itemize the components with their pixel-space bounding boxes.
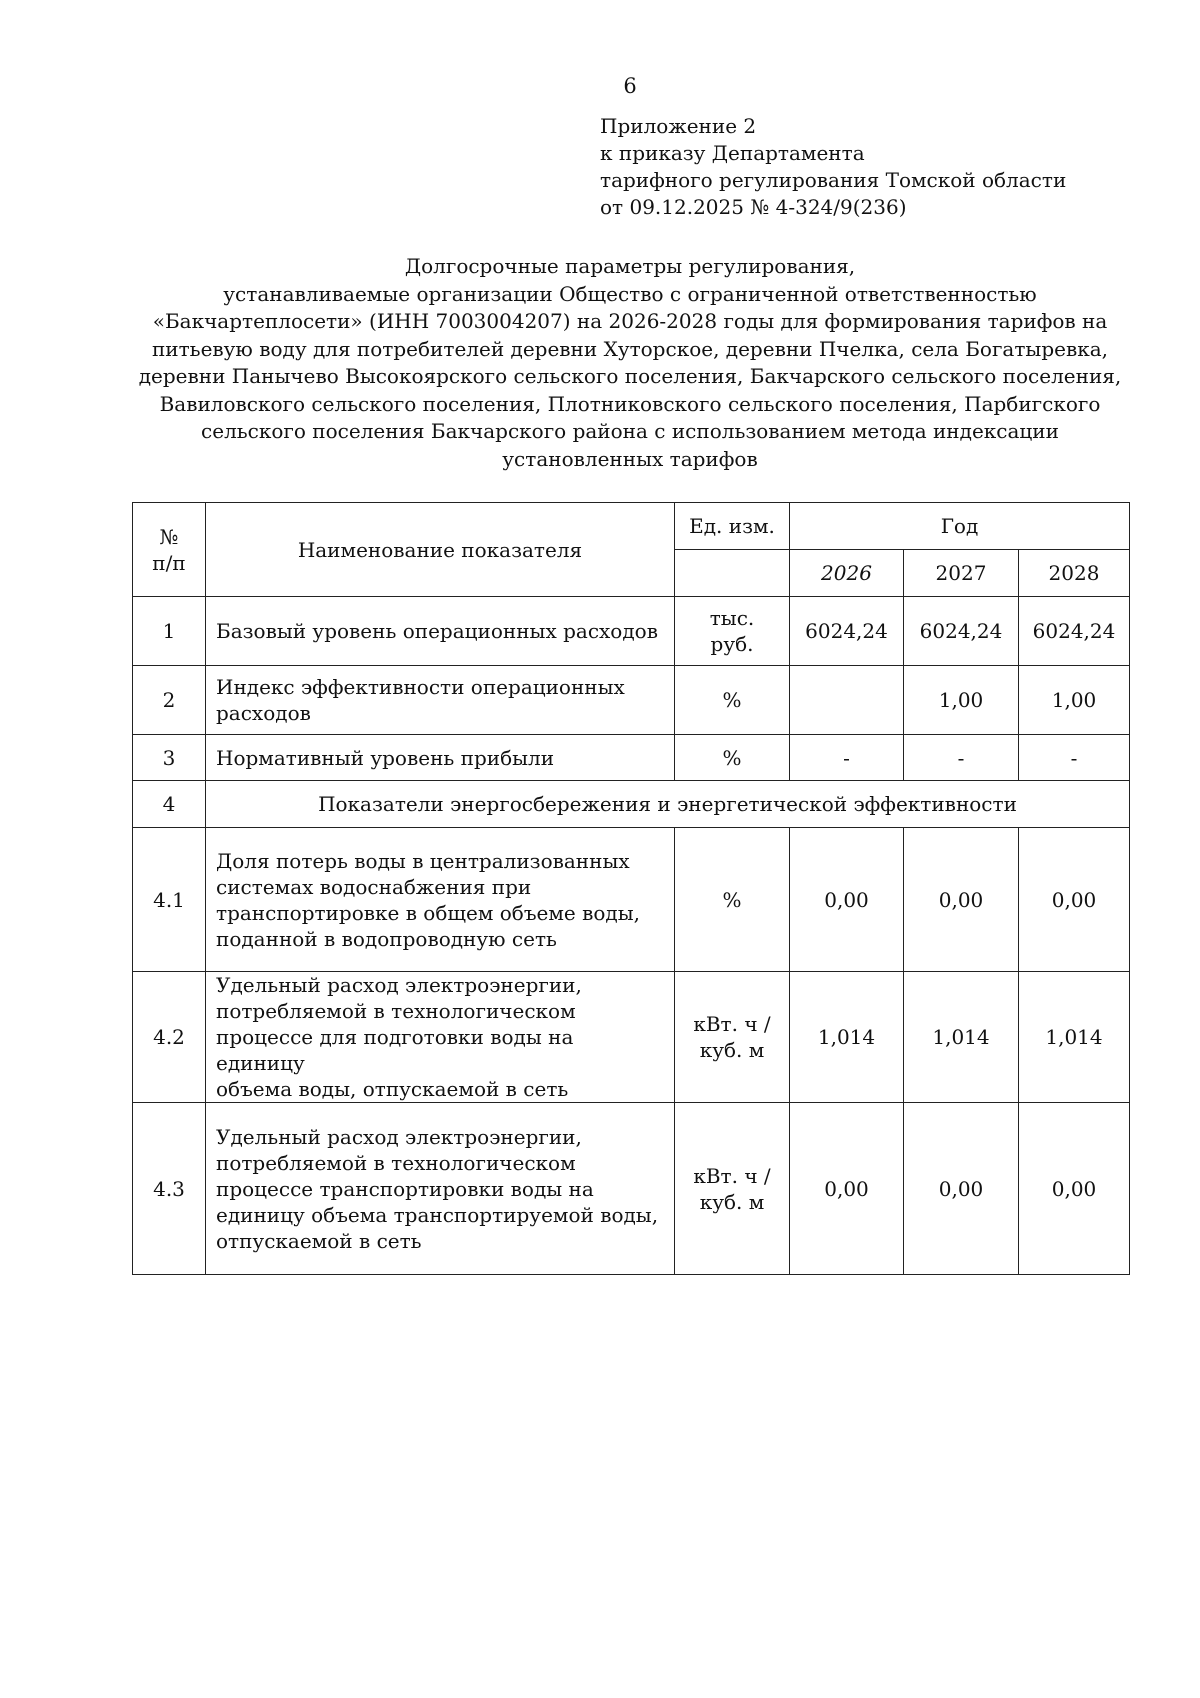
header-unit-cell: Ед. изм. (675, 503, 790, 550)
title-line: Долгосрочные параметры регулирования, (404, 254, 856, 278)
header-unit-empty-cell (675, 550, 790, 597)
row-name: Доля потерь воды в централизованных системах водоснабжения при транспортировке в общем объеме воды, поданной в водопроводную сеть (206, 828, 675, 972)
row-value-2027: 6024,24 (904, 597, 1019, 666)
table-row (133, 1103, 1130, 1275)
header-number-cell: № п/п (133, 503, 206, 597)
row-name: Удельный расход электроэнергии, потребляемой в технологическом процессе транспортировки воды на единицу объема транспортируемой воды, отпускаемой в сеть (206, 1103, 675, 1275)
header-year-2028: 2028 (1019, 550, 1130, 597)
row-value-2027: 1,014 (904, 972, 1019, 1103)
appendix-line: от 09.12.2025 № 4-324/9(236) (600, 195, 907, 219)
row-value-2027: 0,00 (904, 1103, 1019, 1275)
row-number: 4.3 (133, 1103, 206, 1275)
row-value-2027: - (904, 735, 1019, 781)
row-name: Индекс эффективности операционных расходов (206, 666, 675, 735)
title-line: Вавиловского сельского поселения, Плотниковского сельского поселения, Парбигского (159, 391, 1101, 416)
table-section-row (133, 781, 1130, 828)
title-line: устанавливаемые организации Общество с ограниченной ответственностью (223, 281, 1037, 306)
title-line: установленных тарифов (502, 446, 758, 471)
row-unit: кВт. ч / куб. м (675, 972, 790, 1103)
header-year-cell: Год (790, 503, 1130, 550)
row-number: 4.1 (133, 828, 206, 972)
header-year-2027: 2027 (904, 550, 1019, 597)
row-value-2026: 0,00 (790, 1103, 904, 1275)
appendix-block (600, 113, 1066, 221)
row-value-2027: 0,00 (904, 828, 1019, 972)
table-row (133, 735, 1130, 781)
row-number: 4.2 (133, 972, 206, 1103)
row-number: 1 (133, 597, 206, 666)
title-line: деревни Панычево Высокоярского сельского поселения, Бакчарского сельского поселения, (138, 364, 1122, 388)
row-value-2028: 6024,24 (1019, 597, 1130, 666)
row-name: Базовый уровень операционных расходов (206, 597, 675, 666)
row-number: 4 (133, 781, 206, 828)
title-line: сельского поселения Бакчарского района с использованием метода индексации (201, 419, 1059, 443)
header-year-2026: 2026 (790, 550, 904, 597)
row-value-2026: 0,00 (790, 828, 904, 972)
page-number: 6 (623, 74, 637, 98)
row-value-2026: 6024,24 (790, 597, 904, 666)
appendix-line: Приложение 2 (600, 114, 757, 138)
table-row (133, 828, 1130, 972)
row-value-2028: 1,014 (1019, 972, 1130, 1103)
row-name: Нормативный уровень прибыли (206, 735, 675, 781)
table-row (133, 972, 1130, 1103)
row-value-2028: 1,00 (1019, 666, 1130, 735)
row-value-2028: - (1019, 735, 1130, 781)
row-value-2026 (790, 666, 904, 735)
table-row (133, 666, 1130, 735)
table-header-row (133, 503, 1130, 550)
row-name: Удельный расход электроэнергии, потребляемой в технологическом процессе для подготовки воды на единицу объема воды, отпускаемой в сеть (206, 972, 675, 1103)
parameters-table (132, 502, 1130, 1275)
row-unit: кВт. ч / куб. м (675, 1103, 790, 1275)
appendix-line: тарифного регулирования Томской области (600, 168, 1067, 192)
row-unit: % (675, 828, 790, 972)
row-unit: тыс. руб. (675, 597, 790, 666)
row-value-2026: 1,014 (790, 972, 904, 1103)
appendix-line: к приказу Департамента (600, 141, 865, 165)
row-number: 2 (133, 666, 206, 735)
table-row (133, 597, 1130, 666)
document-title (120, 253, 1140, 473)
row-number: 3 (133, 735, 206, 781)
title-line: питьевую воду для потребителей деревни Хуторское, деревни Пчелка, села Богатыревка, (151, 336, 1109, 361)
row-value-2028: 0,00 (1019, 828, 1130, 972)
header-name-cell: Наименование показателя (206, 503, 675, 597)
title-line: «Бакчартеплосети» (ИНН 7003004207) на 2026-2028 годы для формирования тарифов на (152, 309, 1108, 333)
row-value-2027: 1,00 (904, 666, 1019, 735)
row-value-2028: 0,00 (1019, 1103, 1130, 1275)
section-title: Показатели энергосбережения и энергетической эффективности (206, 781, 1130, 828)
row-unit: % (675, 735, 790, 781)
row-value-2026: - (790, 735, 904, 781)
row-unit: % (675, 666, 790, 735)
